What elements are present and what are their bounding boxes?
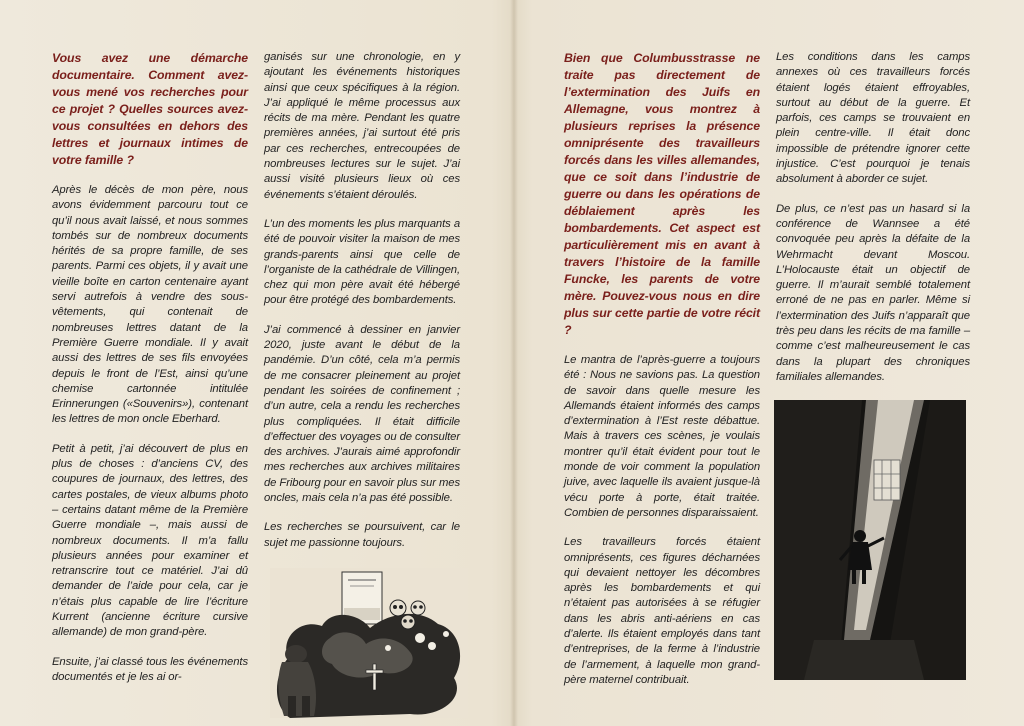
answer-paragraph: Les travailleurs forcés étaient omniprésents, ces figures décharnées qui devaient nettoyer les décombres après les bombardements et qui n’étaient pas autorisées à se réfugier dans les abris anti-aériens en cas d’alerte. Ils étaient employés dans tant d’entreprises, de la ferme à l’industrie de l’armement, à laquelle mon grand-père maternel contribuait.	[564, 536, 760, 686]
page-fold	[510, 0, 518, 726]
question-1: Vous avez une démarche documentaire. Comment avez-vous mené vos recherches pour ce projet ? Quelles sources avez-vous consultées en dehors des lettres et journaux intimes de votre famille ?	[52, 51, 248, 167]
column-4	[776, 50, 970, 399]
answer-paragraph: L’un des moments les plus marquants a été de pouvoir visiter la maison de mes grands-parents ainsi que celle de l’organiste de la cathédrale de Villingen, chez qui mon père avait été hébergé pour être protégé des bombardements.	[264, 217, 460, 307]
answer-paragraph: Les conditions dans les camps annexes où ces travailleurs forcés étaient logés étaient effroyables, surtout au début de la guerre. Et parfois, ces camps se trouvaient en plein centre-ville. Il était donc impossible de prétendre ignorer cette injustice. C’est pourquoi je tenais absolument à aborder ce sujet.	[776, 51, 970, 186]
answer-paragraph: ganisés sur une chronologie, en y ajoutant les événements historiques ainsi que ceux spécifiques à la région. J’ai appliqué le même processus aux récits de ma mère. Pendant les quatre premières années, j’ai surtout été pris par ces recherches, entrecoupées de nombreuses lectures sur le sujet. J’ai aussi visité plusieurs lieux où ces événements s’étaient déroulés.	[264, 51, 460, 201]
answer-paragraph: Les recherches se poursuivent, car le sujet me passionne toujours.	[264, 521, 460, 549]
column-3	[564, 50, 760, 702]
answer-paragraph: J’ai commencé à dessiner en janvier 2020, juste avant le début de la pandémie. D’un côté, cela m’a permis de me consacrer pleinement au projet pendant les soirées de confinement ; d’un autre, cela a rendu les recherches plus compliquées. Il était difficile d’effectuer des voyages ou de consulter des archives. J’aurais aimé approfondir mes recherches aux archives militaires de Fribourg pour en savoir plus sur mes oncles, mais cela n’a pas été possible.	[264, 323, 460, 505]
answer-paragraph: Le mantra de l’après-guerre a toujours été : Nous ne savions pas. La question de savoir dans quelle mesure les Allemands étaient informés des camps d’extermination à l’Est reste débattue. Mais à travers ces scènes, je voulais montrer qu’il était évident pour tout le monde de voir comment la population juive, avec laquelle ils avaient jusque-là vécu porte à porte, était traitée. Combien de personnes disparaissaient.	[564, 354, 760, 519]
column-1	[52, 50, 248, 699]
answer-paragraph: Après le décès de mon père, nous avons évidemment parcouru tout ce qu’il nous avait laissé, et nous sommes tombés sur de nombreux documents hérités de sa propre famille, de ses parents. Parmi ces objets, il y avait une vieille boîte en carton centenaire ayant servi autrefois à vendre des sous-vêtements, qui contenait de nombreuses lettres datant de la Première Guerre mondiale. Il y avait aussi des lettres de ses fils envoyées depuis le front de l’Est, ainsi qu’une chemise cartonnée intitulée Erinnerungen («Souvenirs»), contenant les lettres de mon oncle Eberhard.	[52, 184, 248, 426]
question-2: Bien que Columbusstrasse ne traite pas directement de l’extermination des Juifs en Allemagne, vous montrez à plusieurs reprises la présence omniprésente des travailleurs forcés dans les villes allemandes, que ce soit dans l’industrie de guerre ou dans les opérations de déblaiement après les bombardements. Cet aspect est particulièrement mis en avant à travers l’histoire de la famille Funcke, les parents de votre mère. Pouvez-vous nous en dire plus sur cette partie de votre récit ?	[564, 51, 760, 337]
illustration-soldier-skulls	[270, 568, 468, 718]
answer-paragraph: De plus, ce n’est pas un hasard si la conférence de Wannsee a été convoquée peu après la défaite de la Wehrmacht devant Moscou. L’Holocauste était un objectif de guerre. Il m’aurait semblé totalement erroné de ne pas en parler. Même si l’extermination des Juifs n’apparaît que très peu dans les récits de ma famille – comme c’est malheureusement le cas dans la plupart des chroniques familiales allemandes.	[776, 202, 970, 383]
column-2	[264, 50, 460, 565]
illustration-child-alley	[774, 400, 966, 680]
answer-paragraph: Ensuite, j’ai classé tous les événements documentés et je les ai or-	[52, 655, 248, 683]
answer-paragraph: Petit à petit, j’ai découvert de plus en plus de choses : d’anciens CV, des coupures de journaux, des lettres, des cartes postales, de vieux albums photo – certains datant même de la Première Guerre mondiale –, mais aussi de nombreux documents. Il m’a fallu plusieurs années pour examiner et retranscrire tout ce matériel. J’ai dû demander de l’aide pour cela, car je n’étais plus capable de lire l’écriture Kurrent (ancienne écriture cursive allemande) de mon grand-père.	[52, 442, 248, 639]
illustration-child-alley-drawing	[774, 400, 966, 680]
illustration-soldier-skulls-drawing	[270, 568, 468, 718]
